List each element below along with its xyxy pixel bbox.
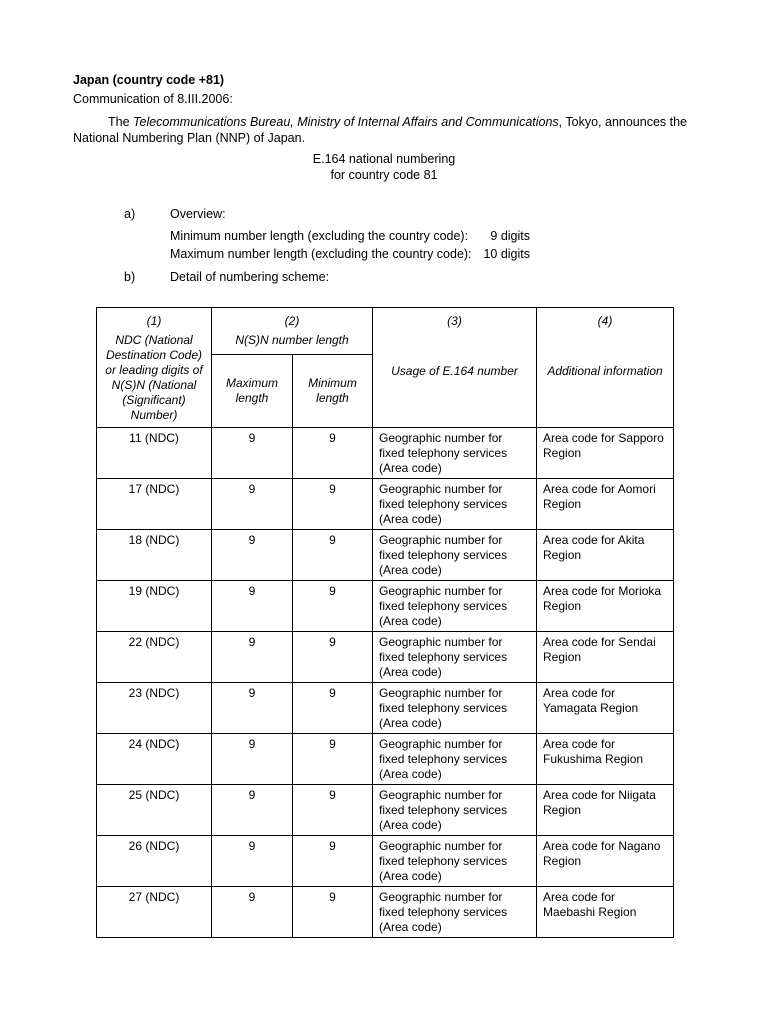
info-cell: Area code for Morioka Region — [537, 581, 674, 632]
document-title: Japan (country code +81) — [73, 73, 225, 87]
communication-date: Communication of 8.III.2006: — [73, 92, 233, 106]
table-row — [97, 428, 674, 479]
max-length-cell: 9 — [212, 632, 293, 683]
table-row — [97, 530, 674, 581]
usage-cell: Geographic number for fixed telephony services (Area code) — [373, 836, 537, 887]
max-length-text: Maximum number length (excluding the country code): — [170, 247, 472, 261]
ndc-cell: 26 (NDC) — [97, 836, 212, 887]
intro-bureau-name: Telecommunications Bureau, Ministry of Internal Affairs and Communications — [133, 115, 559, 129]
header-length-text: N(S)N number length — [235, 333, 349, 347]
numbering-table — [96, 307, 674, 938]
header-ndc-number: (1) — [146, 314, 162, 328]
usage-cell: Geographic number for fixed telephony services (Area code) — [373, 581, 537, 632]
header-ndc-text: NDC (National Destination Code) or leading digits of N(S)N (National (Significant) Number) — [105, 333, 203, 422]
min-length-cell: 9 — [293, 683, 373, 734]
header-usage-number: (3) — [447, 314, 462, 328]
intro-after: , Tokyo, announces the National Numbering Plan (NNP) of Japan. — [73, 115, 688, 145]
info-cell: Area code for Sapporo Region — [537, 428, 674, 479]
ndc-cell: 27 (NDC) — [97, 887, 212, 938]
table-row — [97, 632, 674, 683]
min-length-cell: 9 — [293, 785, 373, 836]
max-length-cell: 9 — [212, 683, 293, 734]
header-max-length: Maximum length — [212, 355, 293, 428]
ndc-cell: 11 (NDC) — [97, 428, 212, 479]
header-usage-text: Usage of E.164 number — [391, 364, 518, 378]
header-min-length: Minimum length — [293, 355, 373, 428]
section-b-title: Detail of numbering scheme: — [170, 270, 330, 284]
heading-line-1: E.164 national numbering — [312, 152, 456, 166]
section-a-label: a) — [124, 207, 136, 221]
min-length-text: Minimum number length (excluding the country code): — [170, 229, 469, 243]
usage-cell: Geographic number for fixed telephony services (Area code) — [373, 530, 537, 581]
table-row — [97, 479, 674, 530]
max-length-cell: 9 — [212, 836, 293, 887]
header-info-text: Additional information — [547, 364, 663, 378]
intro-before: The — [108, 115, 134, 129]
max-length-cell: 9 — [212, 428, 293, 479]
header-ndc — [97, 308, 212, 428]
header-usage — [373, 308, 537, 428]
usage-cell: Geographic number for fixed telephony services (Area code) — [373, 734, 537, 785]
info-cell: Area code for Akita Region — [537, 530, 674, 581]
ndc-cell: 23 (NDC) — [97, 683, 212, 734]
table-row — [97, 785, 674, 836]
max-length-cell: 9 — [212, 479, 293, 530]
info-cell: Area code for Yamagata Region — [537, 683, 674, 734]
table-row — [97, 683, 674, 734]
heading-line-2: for country code 81 — [330, 168, 438, 182]
usage-cell: Geographic number for fixed telephony services (Area code) — [373, 683, 537, 734]
info-cell: Area code for Nagano Region — [537, 836, 674, 887]
section-a-title: Overview: — [170, 207, 226, 221]
header-length — [212, 308, 373, 355]
ndc-cell: 22 (NDC) — [97, 632, 212, 683]
ndc-cell: 18 (NDC) — [97, 530, 212, 581]
min-length-cell: 9 — [293, 632, 373, 683]
ndc-cell: 25 (NDC) — [97, 785, 212, 836]
min-length-cell: 9 — [293, 479, 373, 530]
ndc-cell: 19 (NDC) — [97, 581, 212, 632]
max-length-cell: 9 — [212, 581, 293, 632]
table-row — [97, 581, 674, 632]
table-row — [97, 887, 674, 938]
min-length-cell: 9 — [293, 581, 373, 632]
header-info-number: (4) — [597, 314, 613, 328]
min-length-cell: 9 — [293, 734, 373, 785]
info-cell: Area code for Aomori Region — [537, 479, 674, 530]
min-length-cell: 9 — [293, 428, 373, 479]
table-row — [97, 734, 674, 785]
min-length-value: 9 digits — [490, 229, 530, 243]
max-length-cell: 9 — [212, 887, 293, 938]
header-length-number: (2) — [284, 314, 300, 328]
info-cell: Area code for Niigata Region — [537, 785, 674, 836]
min-length-cell: 9 — [293, 836, 373, 887]
table-row — [97, 836, 674, 887]
usage-cell: Geographic number for fixed telephony services (Area code) — [373, 785, 537, 836]
max-length-value: 10 digits — [483, 247, 530, 261]
max-length-cell: 9 — [212, 785, 293, 836]
info-cell: Area code for Maebashi Region — [537, 887, 674, 938]
intro-paragraph — [73, 114, 703, 146]
min-length-cell: 9 — [293, 530, 373, 581]
ndc-cell: 17 (NDC) — [97, 479, 212, 530]
info-cell: Area code for Fukushima Region — [537, 734, 674, 785]
max-length-cell: 9 — [212, 734, 293, 785]
ndc-cell: 24 (NDC) — [97, 734, 212, 785]
info-cell: Area code for Sendai Region — [537, 632, 674, 683]
usage-cell: Geographic number for fixed telephony services (Area code) — [373, 887, 537, 938]
max-length-cell: 9 — [212, 530, 293, 581]
usage-cell: Geographic number for fixed telephony services (Area code) — [373, 479, 537, 530]
section-b-label: b) — [124, 270, 136, 284]
header-info — [537, 308, 674, 428]
usage-cell: Geographic number for fixed telephony services (Area code) — [373, 428, 537, 479]
min-length-cell: 9 — [293, 887, 373, 938]
usage-cell: Geographic number for fixed telephony services (Area code) — [373, 632, 537, 683]
